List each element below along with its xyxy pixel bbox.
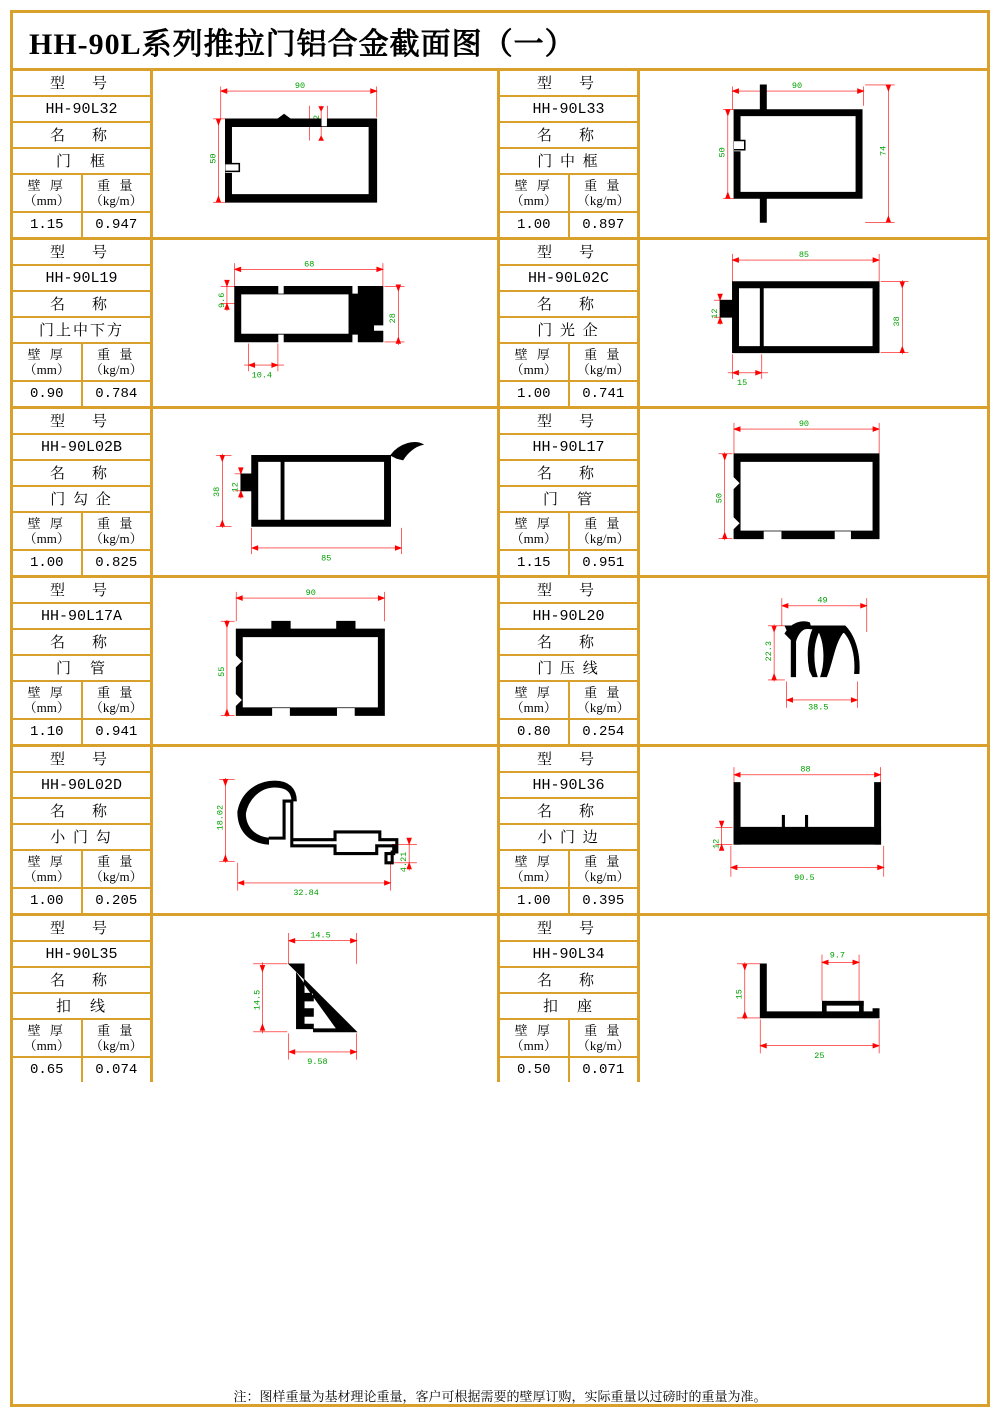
weight-value: 0.205 [95,893,138,909]
dim-label: 50 [714,493,725,504]
profile-drawing-hh-90l17a [153,578,497,744]
spec-model-value: HH-90L17 [500,435,637,461]
spec-units-row [13,175,150,213]
profile-drawing-hh-90l20 [640,578,987,744]
spec-name-value: 小 门 边 [500,825,637,851]
profile-cell [13,916,500,1082]
profile-cell [13,747,500,913]
thickness-value: 0.80 [500,720,570,744]
thickness-header [13,851,83,887]
weight-title: 重 量 [584,854,623,869]
spec-model-value: HH-90L33 [500,97,637,123]
weight-unit: （kg/m） [89,1038,143,1053]
thickness-value: 1.00 [13,551,83,575]
spec-table [500,409,640,575]
spec-units-row [13,682,150,720]
spec-name-value: 扣 线 [13,994,150,1020]
thickness-unit: （mm） [23,362,70,377]
page-title: HH-90L系列推拉门铝合金截面图（一） [29,27,576,61]
dim-label: 9.6 [216,292,227,308]
thickness-header [500,513,570,549]
profile-drawing-hh-90l35 [153,916,497,1082]
dim-label: 18.02 [215,804,226,831]
thickness-header [500,851,570,887]
thickness-value: 0.65 [13,1058,83,1082]
thickness-value: 1.15 [13,213,83,237]
weight-title: 重 量 [584,516,623,531]
profile-drawing-hh-90l02d [153,747,497,913]
dim-label: 90 [798,418,810,429]
spec-name-header: 名 称 [13,968,150,994]
title-bar [13,13,987,71]
dim-label: 9.58 [307,1057,328,1068]
spec-units-row [500,851,637,889]
spec-model-header: 型 号 [13,71,150,97]
dim-label: 12 [230,482,241,493]
thickness-unit: （mm） [510,193,557,208]
table-row [13,240,987,409]
dim-label: 15 [734,989,745,1000]
weight-title: 重 量 [584,685,623,700]
weight-title: 重 量 [584,178,623,193]
table-row [13,71,987,240]
spec-model-value: HH-90L02C [500,266,637,292]
thickness-title: 壁 厚 [514,347,553,362]
profile-drawing-hh-90l17 [640,409,987,575]
spec-units-row [500,1020,637,1058]
weight-header [570,1020,638,1056]
weight-unit: （kg/m） [576,531,630,546]
weight-value: 0.951 [582,555,625,571]
thickness-header [13,682,83,718]
weight-unit: （kg/m） [89,362,143,377]
thickness-title: 壁 厚 [27,516,66,531]
table-row [13,578,987,747]
spec-name-header: 名 称 [13,292,150,318]
weight-header [570,851,638,887]
spec-model-value: HH-90L02D [13,773,150,799]
spec-table [500,747,640,913]
weight-value: 0.071 [582,1062,625,1078]
spec-values-row [500,1058,637,1082]
table-row [13,409,987,578]
weight-value: 0.395 [582,893,625,909]
profile-cell [13,240,500,406]
spec-name-header: 名 称 [500,461,637,487]
thickness-unit: （mm） [23,1038,70,1053]
profile-cell [500,578,987,744]
thickness-header [13,344,83,380]
spec-table [500,578,640,744]
spec-table [13,747,153,913]
profile-cell [13,578,500,744]
spec-name-header: 名 称 [13,123,150,149]
profile-cell [500,409,987,575]
profile-cell [500,71,987,237]
dim-label: 22.3 [764,641,775,662]
spec-model-header: 型 号 [500,240,637,266]
spec-units-row [13,851,150,889]
thickness-unit: （mm） [510,362,557,377]
table-row [13,916,987,1082]
thickness-value: 0.50 [500,1058,570,1082]
weight-header [83,1020,151,1056]
spec-values-row [13,382,150,406]
spec-model-header: 型 号 [500,916,637,942]
spec-name-value: 门 中 框 [500,149,637,175]
thickness-title: 壁 厚 [514,178,553,193]
spec-name-header: 名 称 [500,630,637,656]
weight-unit: （kg/m） [89,193,143,208]
dim-label: 14.5 [252,989,263,1011]
thickness-header [500,344,570,380]
spec-name-value: 门上中下方 [13,318,150,344]
dim-label: 68 [304,259,315,270]
spec-values-row [13,213,150,237]
dim-label: 9.7 [829,950,845,961]
dim-label: 90 [305,587,316,598]
thickness-title: 壁 厚 [514,685,553,700]
spec-name-value: 小 门 勾 [13,825,150,851]
profile-drawing-hh-90l19 [153,240,497,406]
spec-table [500,916,640,1082]
spec-table [13,578,153,744]
profile-drawing-hh-90l32 [153,71,497,237]
profile-drawing-hh-90l02c [640,240,987,406]
weight-unit: （kg/m） [89,869,143,884]
thickness-header [500,682,570,718]
profile-cell [500,240,987,406]
spec-table [13,409,153,575]
dim-label: 90 [294,80,306,91]
thickness-unit: （mm） [510,700,557,715]
profile-cell [500,916,987,1082]
spec-model-header: 型 号 [500,409,637,435]
spec-table [13,916,153,1082]
spec-model-value: HH-90L20 [500,604,637,630]
dim-label: 12 [711,838,722,849]
weight-unit: （kg/m） [89,531,143,546]
document-body [13,13,987,1404]
spec-name-value: 门 框 [13,149,150,175]
spec-model-value: HH-90L34 [500,942,637,968]
weight-value: 0.784 [95,386,138,402]
dim-label: 28 [388,313,399,324]
spec-model-header: 型 号 [13,240,150,266]
weight-title: 重 量 [97,854,136,869]
spec-values-row [500,889,637,913]
dim-label: 10.4 [251,370,273,381]
spec-units-row [500,513,637,551]
thickness-value: 1.00 [500,213,570,237]
profile-cell [500,747,987,913]
weight-value: 0.825 [95,555,138,571]
dim-label: 15 [737,378,748,389]
dim-label: 4.21 [399,851,410,873]
dim-label: 50 [208,153,219,164]
spec-name-header: 名 称 [500,968,637,994]
thickness-header [13,1020,83,1056]
weight-header [570,513,638,549]
spec-units-row [500,175,637,213]
weight-value: 0.941 [95,724,138,740]
spec-model-header: 型 号 [13,916,150,942]
spec-model-value: HH-90L35 [13,942,150,968]
weight-header [570,344,638,380]
thickness-unit: （mm） [510,531,557,546]
spec-values-row [500,551,637,575]
thickness-title: 壁 厚 [27,854,66,869]
spec-model-value: HH-90L17A [13,604,150,630]
thickness-header [500,175,570,211]
spec-units-row [500,344,637,382]
thickness-unit: （mm） [23,531,70,546]
thickness-value: 1.10 [13,720,83,744]
profile-drawing-hh-90l36 [640,747,987,913]
dim-label: 55 [216,666,227,677]
weight-header [83,851,151,887]
profile-drawing-hh-90l33 [640,71,987,237]
thickness-header [13,513,83,549]
spec-model-header: 型 号 [13,409,150,435]
dim-label: 38.5 [808,702,829,713]
weight-value: 0.947 [95,217,138,233]
spec-table [500,71,640,237]
dim-label: 50 [717,147,728,158]
dim-label: 49 [817,595,828,606]
spec-model-value: HH-90L32 [13,97,150,123]
spec-values-row [500,213,637,237]
thickness-title: 壁 厚 [27,685,66,700]
spec-model-header: 型 号 [500,747,637,773]
dim-label: 12 [709,308,720,319]
weight-value: 0.074 [95,1062,138,1078]
spec-name-header: 名 称 [500,292,637,318]
dim-label: 90.5 [794,872,815,883]
weight-unit: （kg/m） [576,1038,630,1053]
thickness-value: 1.00 [500,889,570,913]
spec-units-row [13,1020,150,1058]
dim-label: 32.84 [293,888,319,899]
dim-label: 90 [791,80,803,91]
thickness-unit: （mm） [510,869,557,884]
weight-unit: （kg/m） [576,362,630,377]
thickness-unit: （mm） [23,193,70,208]
weight-unit: （kg/m） [576,700,630,715]
weight-unit: （kg/m） [576,869,630,884]
profile-grid [13,71,987,1082]
dim-label: 38 [892,316,903,327]
weight-title: 重 量 [97,685,136,700]
table-row [13,747,987,916]
thickness-unit: （mm） [23,869,70,884]
spec-model-header: 型 号 [500,71,637,97]
spec-table [13,240,153,406]
weight-unit: （kg/m） [576,193,630,208]
weight-unit: （kg/m） [89,700,143,715]
weight-value: 0.741 [582,386,625,402]
profile-drawing-hh-90l02b [153,409,497,575]
spec-name-header: 名 称 [500,799,637,825]
thickness-value: 1.00 [500,382,570,406]
weight-value: 0.897 [582,217,625,233]
weight-header [83,513,151,549]
spec-name-header: 名 称 [13,461,150,487]
weight-header [83,344,151,380]
spec-model-value: HH-90L19 [13,266,150,292]
profile-cell [13,71,500,237]
weight-value: 0.254 [582,724,625,740]
spec-table [13,71,153,237]
footnote-text: 注：图样重量为基材理论重量，客户可根据需要的壁厚订购，实际重量以过磅时的重量为准。 [233,1389,767,1404]
dim-label: 85 [798,249,810,260]
weight-header [570,682,638,718]
spec-model-header: 型 号 [13,747,150,773]
spec-values-row [13,720,150,744]
spec-table [500,240,640,406]
dim-label: 38 [212,486,223,498]
weight-title: 重 量 [584,1023,623,1038]
spec-model-value: HH-90L02B [13,435,150,461]
spec-values-row [13,551,150,575]
spec-model-value: HH-90L36 [500,773,637,799]
thickness-header [500,1020,570,1056]
dim-label: 74 [878,145,889,156]
thickness-title: 壁 厚 [514,516,553,531]
dim-label: 25 [814,1051,825,1062]
weight-header [83,175,151,211]
thickness-title: 壁 厚 [27,347,66,362]
spec-model-header: 型 号 [13,578,150,604]
thickness-title: 壁 厚 [27,178,66,193]
thickness-value: 0.90 [13,382,83,406]
thickness-unit: （mm） [510,1038,557,1053]
weight-title: 重 量 [97,1023,136,1038]
thickness-title: 壁 厚 [514,1023,553,1038]
dim-label: 14.5 [310,930,331,941]
spec-values-row [500,382,637,406]
spec-name-value: 扣 座 [500,994,637,1020]
weight-title: 重 量 [584,347,623,362]
profile-cell [13,409,500,575]
spec-values-row [500,720,637,744]
spec-name-header: 名 称 [13,630,150,656]
spec-name-value: 门 勾 企 [13,487,150,513]
spec-name-value: 门 管 [13,656,150,682]
spec-units-row [13,344,150,382]
thickness-header [13,175,83,211]
thickness-unit: （mm） [23,700,70,715]
spec-name-value: 门 管 [500,487,637,513]
weight-title: 重 量 [97,516,136,531]
thickness-value: 1.00 [13,889,83,913]
spec-values-row [13,889,150,913]
spec-name-header: 名 称 [500,123,637,149]
weight-header [570,175,638,211]
weight-header [83,682,151,718]
weight-title: 重 量 [97,347,136,362]
spec-name-value: 门 光 企 [500,318,637,344]
profile-drawing-hh-90l34 [640,916,987,1082]
spec-units-row [500,682,637,720]
thickness-value: 1.15 [500,551,570,575]
dim-label: 88 [800,764,811,775]
thickness-title: 壁 厚 [514,854,553,869]
spec-units-row [13,513,150,551]
thickness-title: 壁 厚 [27,1023,66,1038]
weight-title: 重 量 [97,178,136,193]
spec-name-value: 门 压 线 [500,656,637,682]
spec-model-header: 型 号 [500,578,637,604]
spec-name-header: 名 称 [13,799,150,825]
spec-values-row [13,1058,150,1082]
dim-label: 85 [321,553,332,564]
footnote [14,1386,986,1405]
